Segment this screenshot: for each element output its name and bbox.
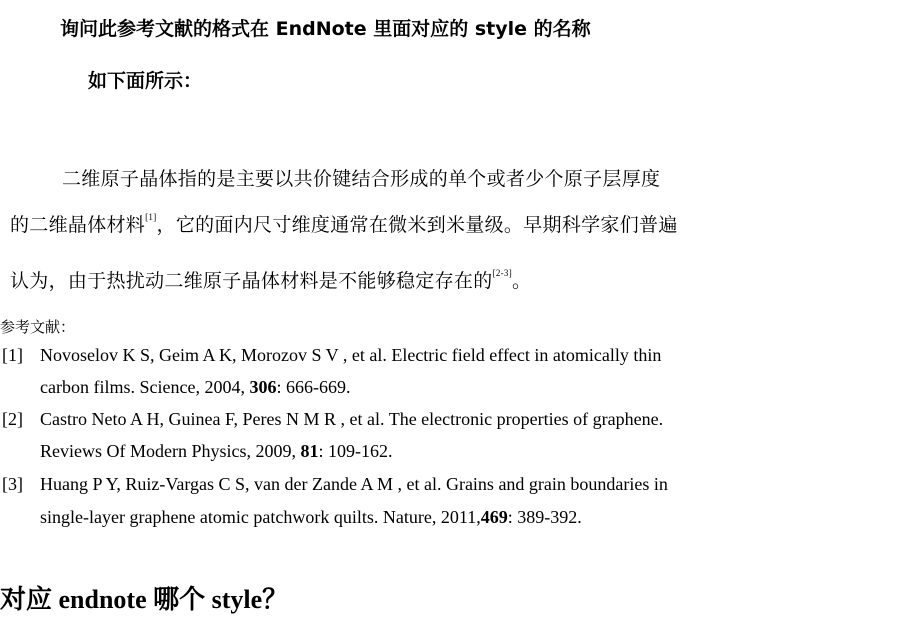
citation-marker: [1]: [145, 212, 157, 222]
paragraph-text: 的二维晶体材料: [10, 214, 146, 236]
reference-volume: 81: [300, 441, 319, 461]
paragraph-text: ，它的面内尺寸维度通常在微米到米量级。早期科学家们普遍: [156, 214, 678, 236]
reference-pages: : 389-392.: [507, 507, 582, 527]
references-heading: 参考文献：: [0, 318, 76, 336]
paragraph-line-3: [10, 266, 531, 293]
reference-number: [1]: [2, 345, 23, 365]
reference-source: carbon films. Science, 2004,: [40, 377, 250, 397]
citation-marker: [2-3]: [492, 268, 513, 278]
bottom-question: 对应 endnote 哪个 style？: [0, 585, 289, 614]
reference-number: [2]: [2, 409, 23, 429]
question-title: 询问此参考文献的格式在 EndNote 里面对应的 style 的名称: [60, 18, 591, 40]
reference-number: [3]: [2, 474, 23, 494]
reference-volume: 306: [249, 377, 277, 397]
reference-line: Castro Neto A H, Guinea F, Peres N M R , et al. The electronic properties of graphene.: [40, 409, 664, 429]
paragraph-text: 认为，由于热扰动二维原子晶体材料是不能够稳定存在的: [10, 270, 493, 292]
paragraph-text: 二维原子晶体指的是主要以共价键结合形成的单个或者少个原子层厚度: [62, 168, 661, 190]
reference-source: Reviews Of Modern Physics, 2009,: [40, 441, 301, 461]
paragraph-text: 。: [512, 270, 532, 292]
reference-pages: : 109-162.: [318, 441, 393, 461]
reference-pages: : 666-669.: [276, 377, 351, 397]
paragraph-line-2: [10, 210, 678, 237]
reference-line: [40, 441, 392, 462]
reference-line: [40, 507, 582, 528]
reference-line: Novoselov K S, Geim A K, Morozov S V , et al. Electric field effect in atomically thin: [40, 345, 662, 365]
reference-source: single-layer graphene atomic patchwork quilts. Nature, 2011,: [40, 507, 481, 527]
reference-line: Huang P Y, Ruiz-Vargas C S, van der Zande A M , et al. Grains and grain boundaries in: [40, 474, 668, 494]
paragraph-line-1: [62, 164, 660, 191]
reference-volume: 469: [480, 507, 508, 527]
question-subtitle: 如下面所示：: [88, 70, 203, 92]
reference-line: [40, 377, 350, 398]
